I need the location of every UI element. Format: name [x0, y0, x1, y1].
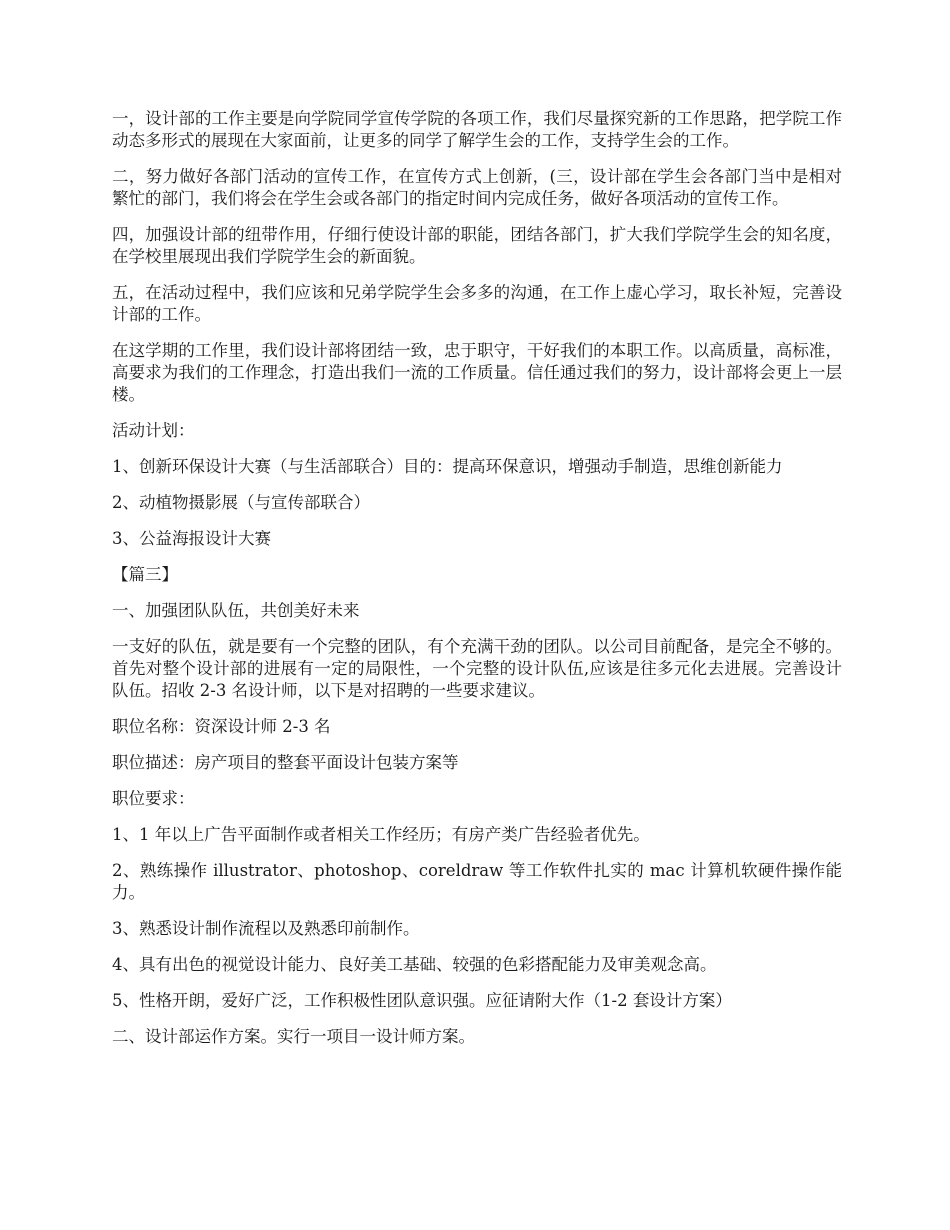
job-description-line: 职位描述：房产项目的整套平面设计包装方案等: [112, 753, 459, 772]
list-item-activity-1: 1、创新环保设计大赛（与生活部联合）目的：提高环保意识，增强动手制造，思维创新能力: [112, 457, 783, 476]
requirement-item-1: 1、1 年以上广告平面制作或者相关工作经历；有房产类广告经验者优先。: [112, 825, 650, 844]
requirement-item-2: 2、熟练操作 illustrator、photoshop、coreldraw 等工作软件扎实的 mac 计算机软硬件操作能力。: [112, 861, 842, 902]
paragraph-semester-summary: 在这学期的工作里，我们设计部将团结一致，忠于职守，干好我们的本职工作。以高质量，高标准，高要求为我们的工作理念，打造出我们一流的工作质量。信任通过我们的努力，设计部将会更上一层楼。: [112, 341, 842, 404]
paragraph-design-dept-duty-1: 一，设计部的工作主要是向学院同学宣传学院的各项工作，我们尽量探究新的工作思路，把学院工作动态多形式的展现在大家面前，让更多的同学了解学生会的工作，支持学生会的工作。: [112, 109, 842, 150]
heading-activity-plan: 活动计划：: [112, 421, 195, 440]
requirement-item-3: 3、熟悉设计制作流程以及熟悉印前制作。: [112, 919, 420, 938]
job-title-line: 职位名称：资深设计师 2-3 名: [112, 717, 331, 736]
subheading-team-building: 一、加强团队队伍，共创美好未来: [112, 601, 360, 620]
paragraph-team-building: 一支好的队伍，就是要有一个完整的团队，有个充满干劲的团队。以公司目前配备，是完全不够的。首先对整个设计部的进展有一定的局限性，一个完整的设计队伍,应该是往多元化去进展。完善设计队伍。招收 2-3 名设计师，以下是对招聘的一些要求建议。: [112, 637, 842, 700]
paragraph-design-dept-duty-5: 五，在活动过程中，我们应该和兄弟学院学生会多多的沟通，在工作上虚心学习，取长补短，完善设计部的工作。: [112, 283, 842, 324]
paragraph-design-dept-duty-4: 四，加强设计部的纽带作用，仔细行使设计部的职能，团结各部门，扩大我们学院学生会的知名度，在学校里展现出我们学院学生会的新面貌。: [112, 225, 842, 266]
list-item-activity-2: 2、动植物摄影展（与宣传部联合）: [112, 493, 370, 512]
section-heading-part-three: 【篇三】: [112, 565, 178, 584]
requirement-item-5: 5、性格开朗，爱好广泛，工作积极性团队意识强。应征请附大作（1-2 套设计方案）: [112, 991, 732, 1010]
requirement-item-4: 4、具有出色的视觉设计能力、良好美工基础、较强的色彩搭配能力及审美观念高。: [112, 955, 717, 974]
job-requirements-heading: 职位要求：: [112, 789, 195, 808]
document-page: [112, 108, 842, 1062]
paragraph-design-dept-duty-2-3: 二，努力做好各部门活动的宣传工作，在宣传方式上创新，(三，设计部在学生会各部门当中是相对繁忙的部门，我们将会在学生会或各部门的指定时间内完成任务，做好各项活动的宣传工作。: [112, 167, 842, 208]
list-item-activity-3: 3、公益海报设计大赛: [112, 529, 271, 548]
subheading-operation-plan: 二、设计部运作方案。实行一项目一设计师方案。: [112, 1027, 475, 1046]
